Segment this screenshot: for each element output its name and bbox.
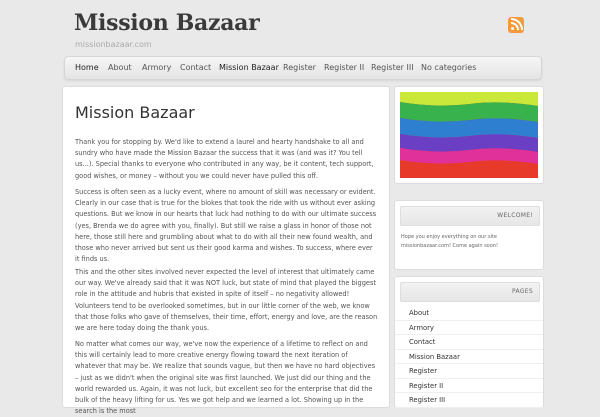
pages-item-armory[interactable]: Armory [395,321,543,336]
main-navigation [64,56,542,80]
widget-title-welcome: WELCOME! [497,212,533,219]
nav-item-no-categories[interactable]: No categories [421,63,477,72]
nav-item-armory[interactable]: Armory [142,63,172,72]
widget-header [400,282,540,302]
pages-item-about[interactable]: About [395,306,543,321]
welcome-widget [394,200,544,270]
site-description: missionbazaar.com [75,40,152,49]
pages-item-register-ii[interactable]: Register II [395,379,543,394]
pages-item-mission-bazaar[interactable]: Mission Bazaar [395,350,543,365]
post-paragraph: This and the other sites involved never expected the level of interest that ultimately came our way. We've already said that it was NOT luck, but state of mind that played the biggest role in the attitude and hubris that existed in spite of itself – no negativity allowed! Volunteers tend to be overlooked sometimes, but in our little corner of the web, we know that those folks who gave of themselves, their time, effort, energy and love, are the reason we are here today doing the thank yous. [75,268,378,333]
sidebar-rainbow-image [394,86,544,184]
pages-list [395,306,543,408]
nav-item-contact[interactable]: Contact [180,63,212,72]
pages-item-register-iii[interactable]: Register III [395,393,543,408]
nav-item-register-ii[interactable]: Register II [324,63,365,72]
pages-item-register[interactable]: Register [395,364,543,379]
post-paragraph: Thank you for stopping by. We'd like to extend a laurel and hearty handshake to all and sundry who have made the Mission Bazaar the success that it was (and was it? You tell us...). Special thanks to everyone who contributed in any way, be it content, tech support, good wishes, or money – without you we could never have pulled this off. [75,138,374,180]
welcome-text: Hope you enjoy everything on our site missionbazaar.com! Come again soon! [401,234,498,249]
pages-widget [394,276,544,408]
nav-item-home[interactable]: Home [75,63,99,72]
nav-item-register-iii[interactable]: Register III [371,63,414,72]
widget-header [400,206,540,226]
post-paragraph: No matter what comes our way, we've now the experience of a lifetime to reflect on and this will certainly lead to more creative energy flowing toward the next iteration of whatever that may be. We realize that sounds vague, but then we have no hard objectives – just as we didn't when the original site was first launched. We just did our thing and the world rewarded us. Again, it was not luck, but excellent seo for the enterprise that did the bulk of the heavy lifting for us. Yes we got help and we learned a lot. Showing up in the search is the most [75,340,376,416]
rainbow-painting-image [400,92,538,178]
pages-item-contact[interactable]: Contact [395,335,543,350]
site-title[interactable]: Mission Bazaar [74,10,260,36]
rss-icon[interactable] [508,17,524,33]
nav-item-mission-bazaar[interactable]: Mission Bazaar [219,63,279,72]
post-title: Mission Bazaar [75,103,195,122]
nav-item-about[interactable]: About [108,63,132,72]
widget-title-pages: PAGES [512,288,533,295]
nav-item-register[interactable]: Register [283,63,316,72]
post-content [62,86,390,416]
post-paragraph: Success is often seen as a lucky event, where no amount of skill was necessary or evident. Clearly in our case that is true for the blokes that took the ride with us without ever asking questions. But we know in our hearts that luck had nothing to do with our ultimate success (yes, Brenda we do agree with you, finally). But still we raise a glass in honor of those not here, those still here and grumbling about what to do with all their new found wealth, and those who never arrived but sent us their good karma and wishes. To success, where ever it finds us. [75,188,377,264]
